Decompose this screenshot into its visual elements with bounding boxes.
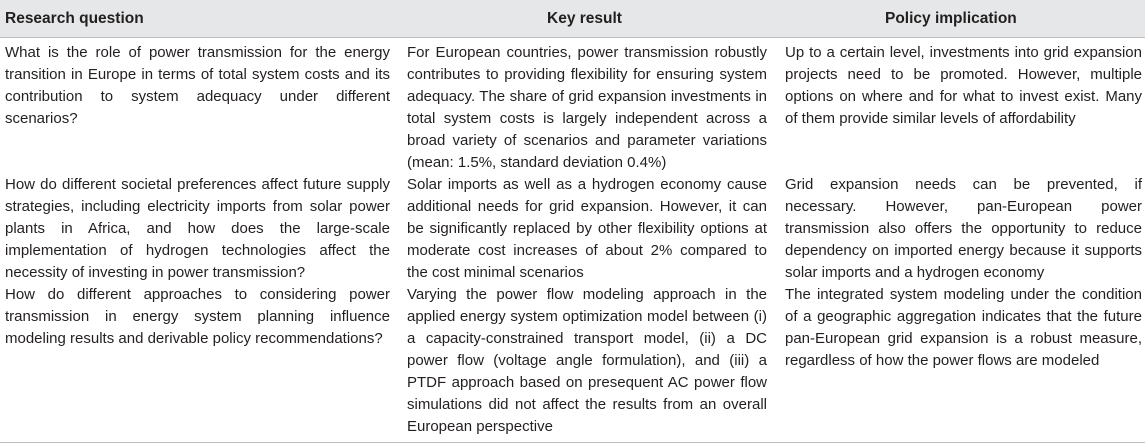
row-3-research-question: How do different approaches to considering power transmission in energy system planning influence modeling results and derivable policy recommendations?	[5, 286, 390, 347]
row-1-key-result: For European countries, power transmission robustly contributes to providing flexibility for ensuring system adequacy. The share of grid expansion investments in total system costs is largely independent across a broad variety of scenarios and parameter variations (mean: 1.5%, standard deviation 0.4%)	[407, 44, 767, 171]
header-divider	[0, 37, 1145, 38]
header-research-question: Research question	[5, 10, 144, 27]
row-1-policy-implication: Up to a certain level, investments into grid expansion projects need to be promoted. However, multiple options on where and for what to invest exist. Many of them provide similar levels of affordability	[785, 44, 1142, 127]
row-1-research-question: What is the role of power transmission for the energy transition in Europe in terms of total system costs and its contribution to system adequacy under different scenarios?	[5, 44, 390, 127]
row-2-policy-implication: Grid expansion needs can be prevented, if necessary. However, pan-European power transmission also offers the opportunity to reduce dependency on imported energy because it supports solar imports and a hydrogen economy	[785, 176, 1142, 281]
row-3-policy-implication: The integrated system modeling under the condition of a geographic aggregation indicates that the future pan-European grid expansion is a robust measure, regardless of how the power flows are modeled	[785, 286, 1142, 369]
row-3-key-result: Varying the power flow modeling approach in the applied energy system optimization model between (i) a capacity-constrained transport model, (ii) a DC power flow (voltage angle formulation), and (iii) a PTDF approach based on presequent AC power flow simulations did not affect the results from an overall European perspective	[407, 286, 767, 435]
table-bottom-rule	[0, 442, 1145, 443]
row-2-key-result: Solar imports as well as a hydrogen economy cause additional needs for grid expansion. However, it can be significantly replaced by other flexibility options at moderate cost increases of about 2% compared to the cost minimal scenarios	[407, 176, 767, 281]
row-2-research-question: How do different societal preferences affect future supply strategies, including electricity imports from solar power plants in Africa, and how does the large-scale implementation of hydrogen technologies affect the necessity of investing in power transmission?	[5, 176, 390, 281]
header-key-result: Key result	[547, 10, 622, 27]
table-header	[0, 0, 1145, 37]
header-policy-implication: Policy implication	[885, 10, 1017, 27]
